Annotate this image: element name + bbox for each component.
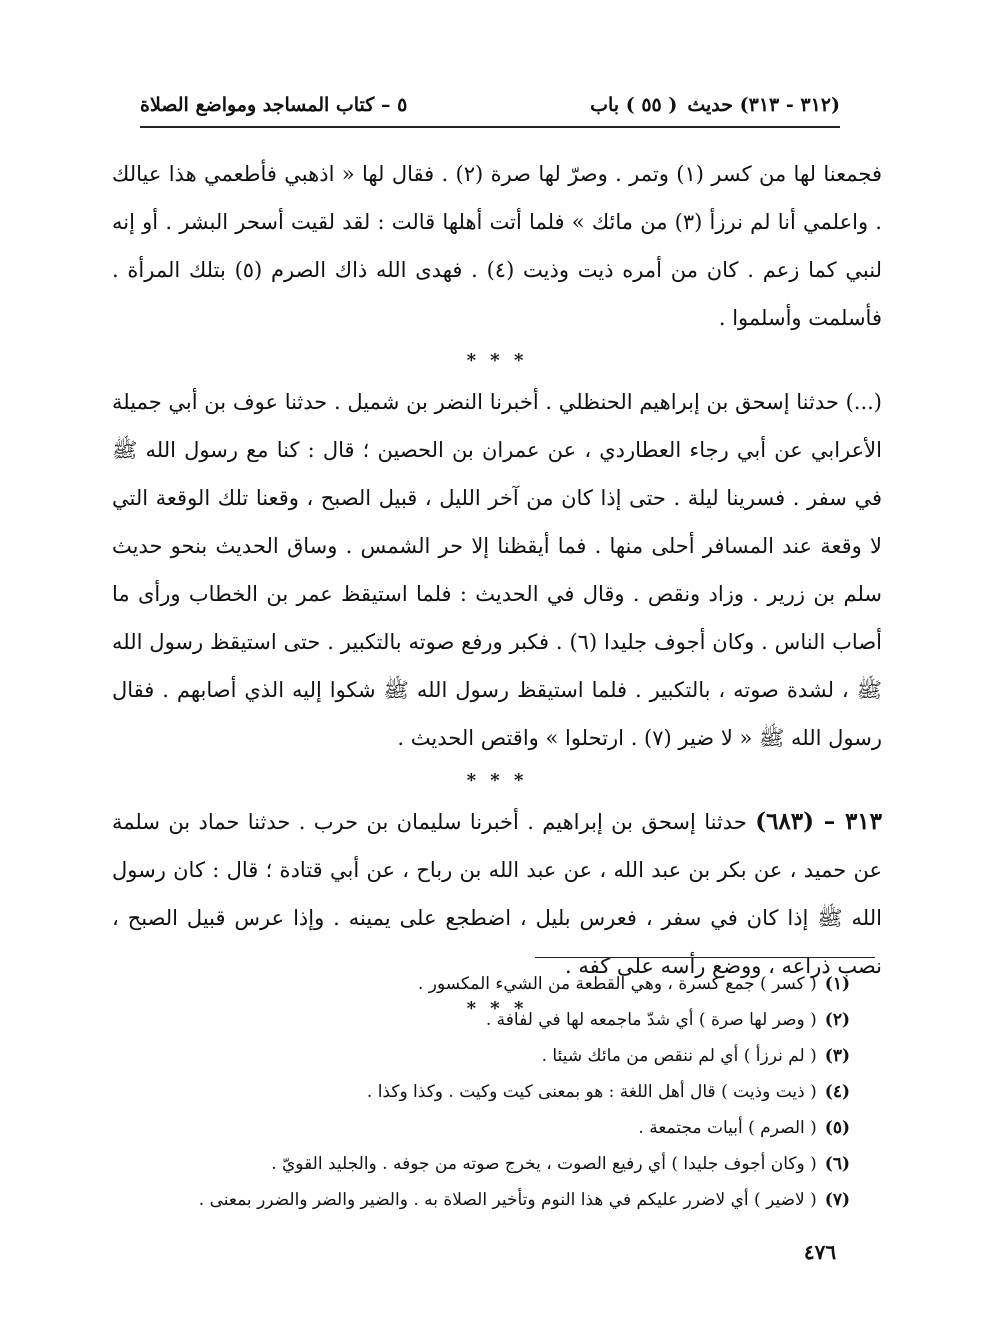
- footnote: (٧)( لاضير ) أي لاضرر عليكم في هذا النوم وتأخير الصلاة به . والضير والضر والضرر بمعنى .: [198, 1190, 850, 1210]
- header-left: [440, 94, 840, 116]
- paragraph-2: (...) حدثنا إسحق بن إبراهيم الحنظلي . أخبرنا النضر بن شميل . حدثنا عوف بن أبي جميلة الأعرابي عن أبي رجاء العطاردي ، عن عمران بن الحصين ؛ قال : كنا مع رسول الله ﷺ في سفر . فسرينا ليلة . حتى إذا كان من آخر الليل ، قبيل الصبح ، وقعنا تلك الوقعة التي لا وقعة عند المسافر أحلى منها . فما أيقظنا إلا حر الشمس . وساق الحديث بنحو حديث سلم بن زرير . وزاد ونقص . وقال في الحديث : فلما استيقظ عمر بن الخطاب ورأى ما أصاب الناس . وكان أجوف جليدا (٦) . فكبر ورفع صوته بالتكبير . حتى استيقظ رسول الله ﷺ ، لشدة صوته ، بالتكبير . فلما استيقظ رسول الله ﷺ شكوا إليه الذي أصابهم . فقال رسول الله ﷺ « لا ضير (٧) . ارتحلوا » واقتص الحديث .: [112, 390, 882, 750]
- book-title: ٥ – كتاب المساجد ومواضع الصلاة: [140, 94, 408, 116]
- running-header: [140, 88, 840, 122]
- footnotes: [200, 966, 850, 1218]
- footnote: (٣)( لم نرزأ ) أي لم ننقص من مائك شيئا .: [541, 1046, 850, 1066]
- footnote: (٦)( وكان أجوف جليدا ) أي رفيع الصوت ، يخرج صوته من جوفه . والجليد القويّ .: [271, 1154, 850, 1174]
- paragraph-3-text: حدثنا إسحق بن إبراهيم . أخبرنا سليمان بن حرب . حدثنا حماد بن سلمة عن حميد ، عن بكر بن عبد الله ، عن عبد الله بن رباح ، عن أبي قتادة ؛ قال : كان رسول الله ﷺ إذا كان في سفر ، فعرس بليل ، اضطجع على يمينه . وإذا عرس قبيل الصبح ، نصب ذراعه ، ووضع رأسه على كفه .: [112, 810, 882, 978]
- footnote: (٥)( الصرم ) أبيات مجتمعة .: [638, 1118, 850, 1138]
- footnote-divider: [535, 957, 875, 958]
- chapter-number: ( ٥٥ ) باب: [590, 94, 678, 116]
- section-separator-2: * * *: [466, 770, 528, 791]
- footnote: (٤)( ذيت وذيت ) قال أهل اللغة : هو بمعنى كيت وكيت . وكذا وكذا .: [366, 1082, 850, 1102]
- header-divider: [140, 126, 840, 128]
- hadith-number: ٣١٣ – (٦٨٣): [755, 808, 882, 835]
- paragraph-3: [112, 798, 882, 990]
- main-text: [112, 150, 882, 1026]
- footnote: (١)( كسر ) جمع كسرة ، وهي القطعة من الشيء المكسور .: [417, 974, 850, 994]
- paragraph-1: فجمعنا لها من كسر (١) وتمر . وصرّ لها صرة (٢) . فقال لها « اذهبي فأطعمي هذا عيالك . واعلمي أنا لم نرزأ (٣) من مائك » فلما أتت أهلها قالت : لقد لقيت أسحر البشر . أو إنه لنبي كما زعم . كان من أمره ذيت وذيت (٤) . فهدى الله ذاك الصرم (٥) بتلك المرأة . فأسلمت وأسلموا .: [112, 162, 882, 330]
- hadith-range: (٣١٢ - ٣١٣) حديث: [687, 94, 840, 116]
- page-number: ٤٧٦: [803, 1240, 837, 1264]
- footnote: (٢)( وصر لها صرة ) أي شدّ ماجمعه لها في لفافة .: [485, 1010, 850, 1030]
- section-separator-3: * * *: [466, 998, 528, 1019]
- section-separator-1: * * *: [466, 350, 528, 371]
